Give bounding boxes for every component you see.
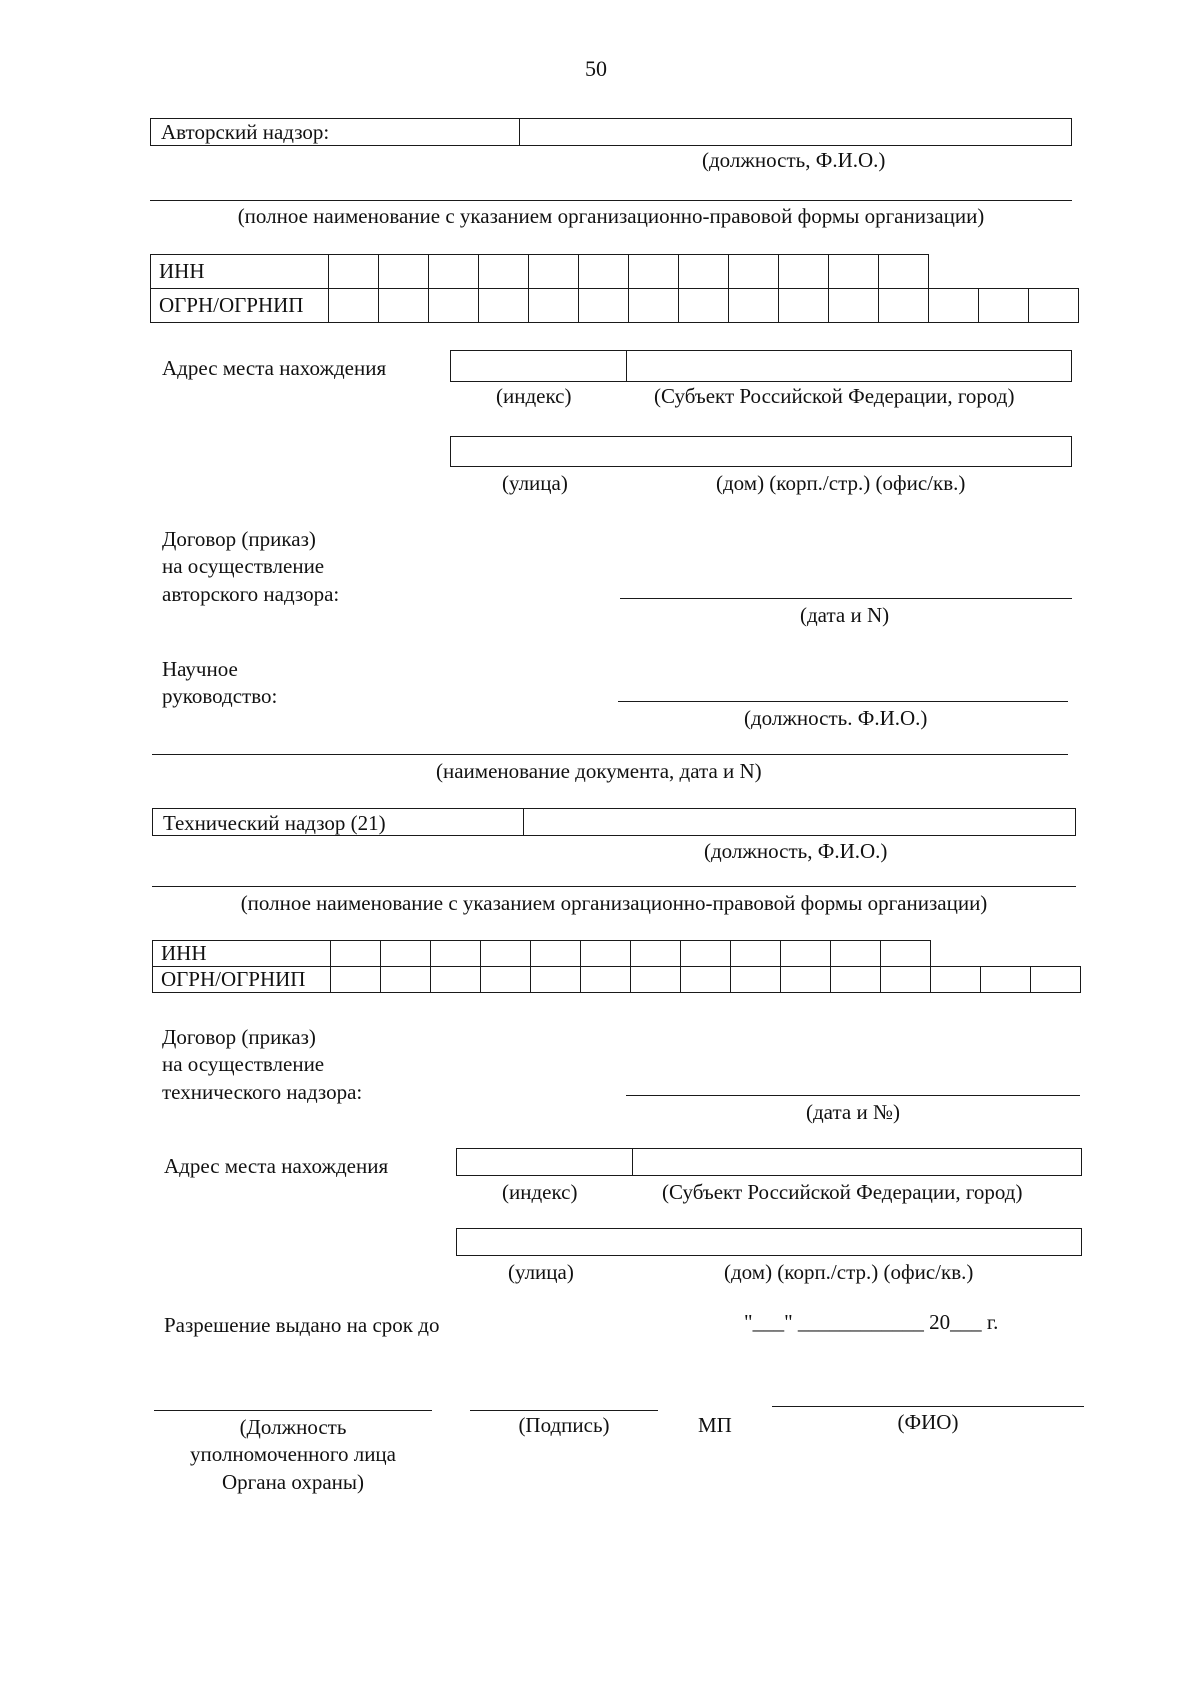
- technical-address-index-subject-field[interactable]: [456, 1148, 1082, 1176]
- inn-label: ИНН: [151, 255, 329, 289]
- inn-digit-cell[interactable]: [479, 255, 529, 289]
- contract-label-line: на осуществление: [162, 1052, 325, 1077]
- ogrn-digit-cell[interactable]: [931, 967, 981, 993]
- technical-org-name-line[interactable]: [152, 886, 1076, 887]
- technical-org-caption: (полное наименование с указанием организационно-правовой формы организации): [240, 891, 988, 915]
- author-inn-ogrn-grid: [150, 254, 1079, 323]
- ogrn-digit-cell[interactable]: [831, 967, 881, 993]
- scientific-management-label: [162, 656, 277, 711]
- scientific-document-caption: (наименование документа, дата и N): [436, 759, 762, 783]
- inn-digit-cell[interactable]: [779, 255, 829, 289]
- contract-label-line: технического надзора:: [162, 1079, 363, 1104]
- inn-digit-cell[interactable]: [681, 941, 731, 967]
- technical-index-caption: (индекс): [502, 1180, 578, 1204]
- ogrn-digit-cell[interactable]: [729, 289, 779, 323]
- inn-row: [151, 255, 1079, 289]
- inn-digit-cell[interactable]: [381, 941, 431, 967]
- technical-supervision-label: Технический надзор (21): [163, 811, 386, 835]
- author-address-street-field[interactable]: [450, 436, 1072, 467]
- inn-digit-cell[interactable]: [531, 941, 581, 967]
- author-subject-caption: (Субъект Российской Федерации, город): [654, 384, 1015, 408]
- author-supervision-field[interactable]: [150, 118, 1072, 146]
- full-name-line[interactable]: [772, 1406, 1084, 1407]
- author-index-caption: (индекс): [496, 384, 572, 408]
- inn-digit-cell[interactable]: [629, 255, 679, 289]
- ogrn-label: ОГРН/ОГРНИП: [151, 289, 329, 323]
- field-divider: [632, 1149, 633, 1175]
- author-address-index-subject-field[interactable]: [450, 350, 1072, 382]
- ogrn-digit-cell[interactable]: [929, 289, 979, 323]
- inn-digit-cell[interactable]: [679, 255, 729, 289]
- empty-cell: [931, 941, 981, 967]
- inn-digit-cell[interactable]: [529, 255, 579, 289]
- technical-contract-caption: (дата и №): [806, 1100, 900, 1124]
- ogrn-digit-cell[interactable]: [781, 967, 831, 993]
- inn-digit-cell[interactable]: [731, 941, 781, 967]
- empty-cell: [929, 255, 979, 289]
- technical-contract-line[interactable]: [626, 1095, 1080, 1096]
- ogrn-digit-cell[interactable]: [879, 289, 929, 323]
- ogrn-digit-cell[interactable]: [531, 967, 581, 993]
- empty-cell: [1031, 941, 1081, 967]
- contract-label-line: авторского надзора:: [162, 581, 340, 606]
- ogrn-row: [153, 967, 1081, 993]
- author-contract-caption: (дата и N): [800, 603, 890, 627]
- author-address-label: Адрес места нахождения: [162, 356, 387, 380]
- technical-contract-label: [162, 1024, 362, 1106]
- inn-digit-cell[interactable]: [431, 941, 481, 967]
- ogrn-digit-cell[interactable]: [379, 289, 429, 323]
- inn-digit-cell[interactable]: [781, 941, 831, 967]
- page-number: 50: [585, 56, 607, 81]
- technical-house-caption: (дом) (корп./стр.) (офис/кв.): [724, 1260, 974, 1284]
- ogrn-digit-cell[interactable]: [481, 967, 531, 993]
- permit-date-field[interactable]: "___" ____________ 20___ г.: [744, 1310, 999, 1334]
- ogrn-digit-cell[interactable]: [1031, 967, 1081, 993]
- scientific-label-line: Научное: [162, 657, 238, 681]
- author-contract-label: [162, 526, 339, 608]
- ogrn-digit-cell[interactable]: [1029, 289, 1079, 323]
- technical-supervision-field[interactable]: [152, 808, 1076, 836]
- inn-label: ИНН: [153, 941, 331, 967]
- author-supervision-label: Авторский надзор:: [161, 120, 330, 144]
- technical-inn-ogrn-grid: [152, 940, 1081, 993]
- ogrn-digit-cell[interactable]: [579, 289, 629, 323]
- ogrn-row: [151, 289, 1079, 323]
- inn-digit-cell[interactable]: [879, 255, 929, 289]
- contract-label-line: на осуществление: [162, 554, 325, 579]
- ogrn-digit-cell[interactable]: [529, 289, 579, 323]
- inn-digit-cell[interactable]: [481, 941, 531, 967]
- position-caption-line: уполномоченного лица: [189, 1442, 396, 1467]
- technical-subject-caption: (Субъект Российской Федерации, город): [662, 1180, 1023, 1204]
- author-house-caption: (дом) (корп./стр.) (офис/кв.): [716, 471, 966, 495]
- ogrn-digit-cell[interactable]: [431, 967, 481, 993]
- author-position-caption: (должность, Ф.И.О.): [702, 148, 886, 172]
- ogrn-label: ОГРН/ОГРНИП: [153, 967, 331, 993]
- inn-digit-cell[interactable]: [729, 255, 779, 289]
- empty-cell: [1029, 255, 1079, 289]
- ogrn-digit-cell[interactable]: [429, 289, 479, 323]
- author-street-caption: (улица): [502, 471, 568, 495]
- contract-label-line: Договор (приказ): [162, 527, 316, 551]
- inn-row: [153, 941, 1081, 967]
- technical-address-label: Адрес места нахождения: [164, 1154, 389, 1178]
- inn-digit-cell[interactable]: [881, 941, 931, 967]
- ogrn-digit-cell[interactable]: [631, 967, 681, 993]
- signature-line[interactable]: [470, 1410, 658, 1411]
- ogrn-digit-cell[interactable]: [329, 289, 379, 323]
- ogrn-digit-cell[interactable]: [681, 967, 731, 993]
- official-position-caption: [154, 1414, 432, 1496]
- ogrn-digit-cell[interactable]: [979, 289, 1029, 323]
- inn-digit-cell[interactable]: [429, 255, 479, 289]
- field-divider: [626, 351, 627, 381]
- scientific-label-line: руководство:: [162, 684, 278, 709]
- inn-digit-cell[interactable]: [579, 255, 629, 289]
- ogrn-digit-cell[interactable]: [679, 289, 729, 323]
- inn-digit-cell[interactable]: [631, 941, 681, 967]
- technical-address-street-field[interactable]: [456, 1228, 1082, 1256]
- position-caption-line: Органа охраны): [221, 1469, 365, 1494]
- ogrn-digit-cell[interactable]: [381, 967, 431, 993]
- scientific-document-line[interactable]: [152, 754, 1068, 755]
- scientific-position-caption: (должность. Ф.И.О.): [744, 706, 928, 730]
- author-contract-line[interactable]: [620, 598, 1072, 599]
- inn-digit-cell[interactable]: [331, 941, 381, 967]
- inn-digit-cell[interactable]: [379, 255, 429, 289]
- inn-digit-cell[interactable]: [831, 941, 881, 967]
- author-org-name-line[interactable]: [150, 200, 1072, 201]
- author-org-caption: (полное наименование с указанием организационно-правовой формы организации): [237, 204, 985, 228]
- ogrn-digit-cell[interactable]: [479, 289, 529, 323]
- ogrn-digit-cell[interactable]: [331, 967, 381, 993]
- technical-position-caption: (должность, Ф.И.О.): [704, 839, 888, 863]
- permit-label: Разрешение выдано на срок до: [164, 1313, 440, 1337]
- inn-digit-cell[interactable]: [329, 255, 379, 289]
- ogrn-digit-cell[interactable]: [779, 289, 829, 323]
- scientific-position-line[interactable]: [618, 701, 1068, 702]
- full-name-caption: (ФИО): [897, 1410, 959, 1434]
- ogrn-digit-cell[interactable]: [581, 967, 631, 993]
- ogrn-digit-cell[interactable]: [981, 967, 1031, 993]
- ogrn-digit-cell[interactable]: [731, 967, 781, 993]
- seal-label: МП: [698, 1413, 732, 1437]
- inn-digit-cell[interactable]: [829, 255, 879, 289]
- ogrn-digit-cell[interactable]: [629, 289, 679, 323]
- official-position-line[interactable]: [154, 1410, 432, 1411]
- technical-street-caption: (улица): [508, 1260, 574, 1284]
- ogrn-digit-cell[interactable]: [829, 289, 879, 323]
- inn-digit-cell[interactable]: [581, 941, 631, 967]
- contract-label-line: Договор (приказ): [162, 1025, 316, 1049]
- field-divider: [523, 809, 524, 835]
- ogrn-digit-cell[interactable]: [881, 967, 931, 993]
- empty-cell: [979, 255, 1029, 289]
- field-divider: [519, 119, 520, 145]
- empty-cell: [981, 941, 1031, 967]
- position-caption-line: (Должность: [239, 1415, 347, 1439]
- signature-caption: (Подпись): [518, 1413, 610, 1437]
